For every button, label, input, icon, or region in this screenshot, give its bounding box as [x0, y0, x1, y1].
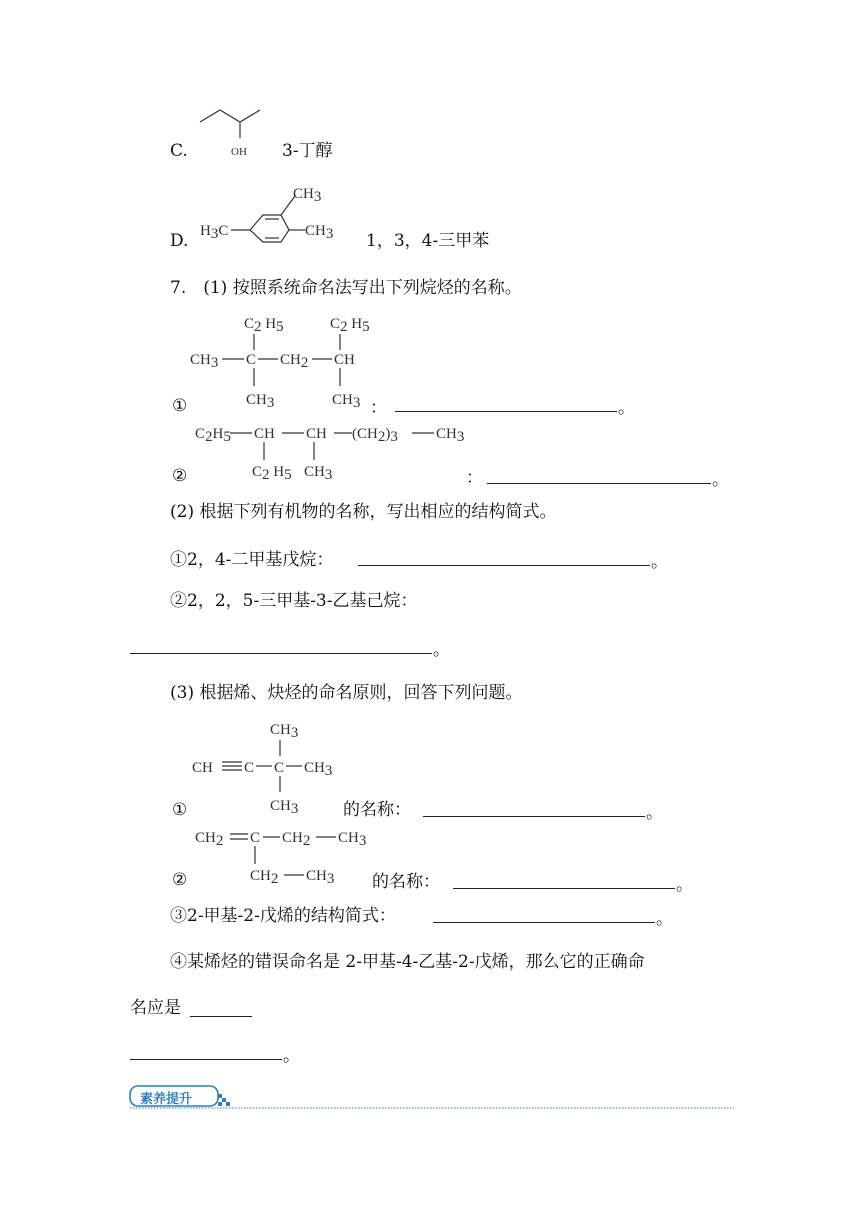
- svg-text:CH: CH: [334, 352, 355, 368]
- svg-text:C: C: [246, 352, 257, 368]
- part3-b-marker: ②: [172, 870, 188, 890]
- item2-answer-blank[interactable]: [487, 483, 711, 484]
- part3-a-marker: ①: [172, 800, 188, 820]
- butanol-skeletal-structure: [195, 100, 265, 160]
- alkyne-structure: [190, 714, 360, 817]
- part2-heading: (2) 根据下列有机物的名称，写出相应的结构简式。: [170, 502, 557, 522]
- part2-a-text: ①2，4-二甲基戊烷：: [170, 550, 334, 570]
- part3-a-end: 。: [646, 803, 663, 823]
- alkane-structure-1: [190, 310, 390, 410]
- part3-b-end: 。: [676, 875, 693, 895]
- part3-heading: (3) 根据烯、炔烃的命名原则，回答下列问题。: [170, 683, 523, 703]
- option-c-name: 3-丁醇: [282, 141, 333, 161]
- svg-text:C: C: [244, 760, 255, 776]
- part3-d-end: 。: [283, 1046, 300, 1066]
- option-c-label: C.: [170, 141, 188, 161]
- part3-d-answer-blank-1[interactable]: [190, 1016, 252, 1017]
- svg-text:C2 H5: C2 H5: [244, 316, 284, 335]
- oh-label: OH: [231, 146, 247, 158]
- section-banner-label: 素养提升: [140, 1092, 193, 1107]
- svg-text:CH2: CH2: [280, 352, 309, 371]
- svg-text:CH3: CH3: [270, 722, 299, 741]
- svg-text:CH2: CH2: [282, 830, 311, 849]
- part2-b-text: ②2，2，5-三甲基-3-乙基己烷：: [170, 591, 418, 611]
- svg-text:CH3: CH3: [332, 392, 361, 411]
- svg-text:CH3: CH3: [190, 352, 219, 371]
- part2-b-answer-blank[interactable]: [130, 653, 432, 654]
- ch3-top-label: CH3: [293, 186, 322, 205]
- part3-d-text-line2: 名应是: [130, 998, 181, 1018]
- section-banner: [128, 1082, 738, 1112]
- h3c-label: H3C: [200, 223, 229, 242]
- part3-b-text: 的名称：: [372, 872, 440, 892]
- svg-text:CH3: CH3: [270, 798, 299, 817]
- svg-text:(CH2)3: (CH2)3: [352, 426, 398, 445]
- q7-heading: 7. (1) 按照系统命名法写出下列烷烃的名称。: [170, 278, 522, 298]
- part3-d-answer-blank-2[interactable]: [130, 1059, 282, 1060]
- part2-b-end: 。: [433, 640, 450, 660]
- svg-text:CH: CH: [306, 426, 327, 442]
- item1-colon: ：: [370, 398, 387, 418]
- alkene-structure: [190, 822, 390, 888]
- part3-c-text: ③2-甲基-2-戊烯的结构简式：: [170, 906, 396, 926]
- ch3-right-label: CH3: [305, 223, 334, 242]
- svg-text:CH2: CH2: [195, 830, 224, 849]
- svg-text:C: C: [250, 830, 261, 846]
- svg-text:C: C: [274, 760, 285, 776]
- part3-c-end: 。: [656, 909, 673, 929]
- option-d-name: 1，3，4-三甲苯: [366, 231, 490, 251]
- svg-text:CH2: CH2: [250, 868, 279, 887]
- svg-text:C2 H5: C2 H5: [330, 316, 370, 335]
- option-d-label: D.: [170, 231, 189, 251]
- trimethylbenzene-structure: [195, 178, 360, 250]
- item1-end: 。: [618, 398, 635, 418]
- part3-b-answer-blank[interactable]: [453, 888, 675, 889]
- svg-text:C2H5: C2H5: [195, 426, 231, 445]
- svg-text:CH3: CH3: [304, 464, 333, 483]
- alkane-structure-2: [190, 418, 480, 483]
- item2-end: 。: [712, 470, 729, 490]
- svg-text:CH3: CH3: [304, 760, 333, 779]
- svg-text:CH: CH: [254, 426, 275, 442]
- svg-text:CH3: CH3: [246, 392, 275, 411]
- part2-a-answer-blank[interactable]: [358, 565, 650, 566]
- item2-colon: ：: [466, 468, 483, 488]
- svg-text:CH: CH: [192, 760, 213, 776]
- part2-a-end: 。: [651, 552, 668, 572]
- item1-marker: ①: [172, 396, 188, 416]
- item1-answer-blank[interactable]: [395, 411, 617, 412]
- part3-a-text: 的名称：: [343, 800, 411, 820]
- svg-text:CH3: CH3: [306, 868, 335, 887]
- item2-marker: ②: [172, 466, 188, 486]
- part3-c-answer-blank[interactable]: [433, 922, 655, 923]
- svg-text:CH3: CH3: [436, 426, 465, 445]
- svg-text:CH3: CH3: [338, 830, 367, 849]
- part3-a-answer-blank[interactable]: [423, 816, 645, 817]
- part3-d-text-line1: ④某烯烃的错误命名是 2-甲基-4-乙基-2-戊烯，那么它的正确命: [170, 952, 645, 972]
- svg-text:C2 H5: C2 H5: [252, 464, 292, 483]
